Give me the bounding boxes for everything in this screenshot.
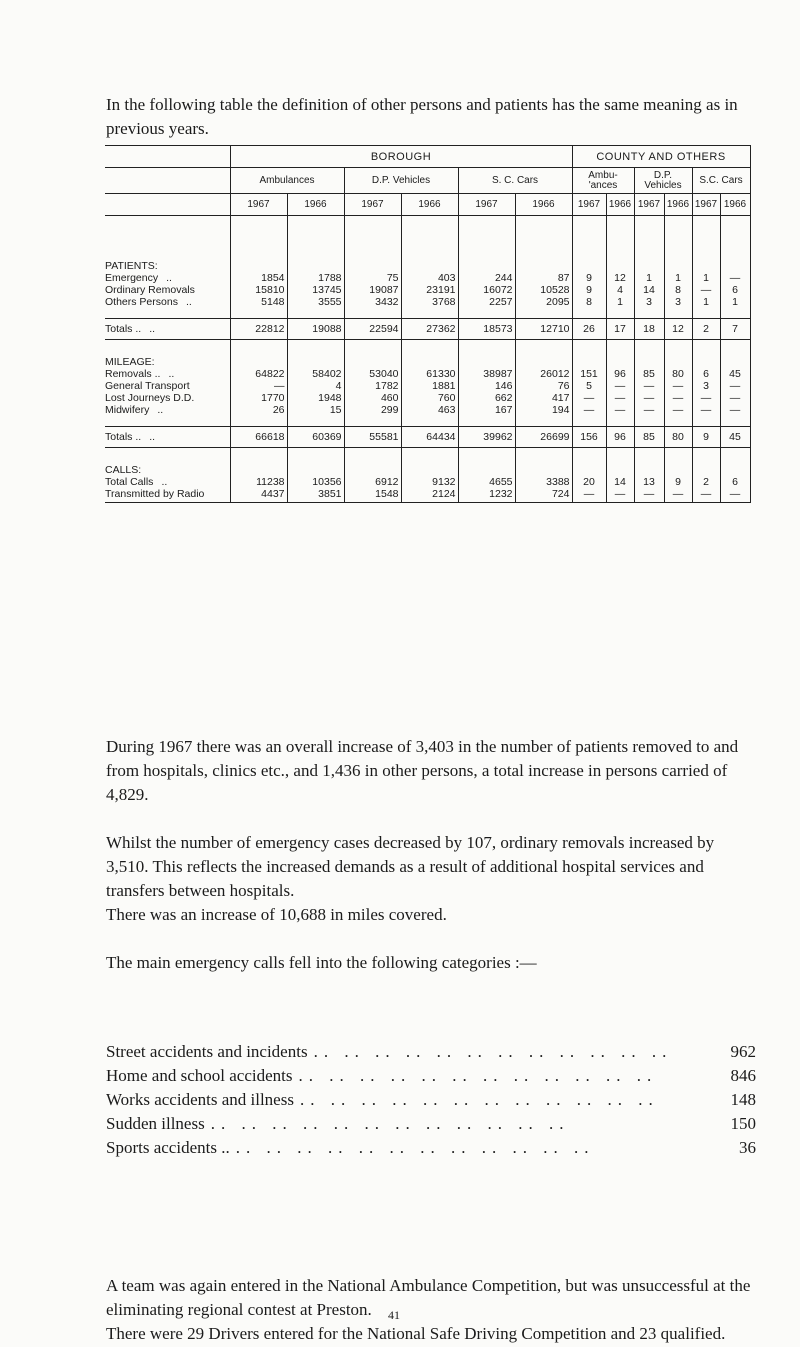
value-cell: — [634,392,664,404]
value-cell: 5 [572,380,606,392]
category-value: 148 [730,1090,756,1109]
value-cell: 61330 [401,368,458,380]
row-label [105,488,230,503]
year-header: 1966 [606,194,634,216]
value-cell: 45 [720,368,750,380]
empty-cell [572,448,606,477]
table-vehicle-header-row [105,168,750,194]
section-heading: MILEAGE: [105,340,230,369]
value-cell: 1881 [401,380,458,392]
value-cell: 1 [664,272,692,284]
value-cell: 1788 [287,272,344,284]
value-cell: 9 [572,284,606,296]
category-row [106,1040,756,1064]
totals-row [105,319,750,340]
dp-vehicles-header: D.P. Vehicles [344,168,458,194]
value-cell: — [634,404,664,427]
empty-cell [634,340,664,369]
empty-cell [606,340,634,369]
value-cell: 2257 [458,296,515,319]
year-header: 1967 [458,194,515,216]
empty-cell [401,216,458,273]
empty-cell [230,216,287,273]
empty-cell [287,216,344,273]
value-cell: — [664,380,692,392]
value-cell: 4437 [230,488,287,503]
value-cell: 1948 [287,392,344,404]
category-row [106,1088,756,1112]
value-cell: 38987 [458,368,515,380]
leader-dots: .. .. .. .. .. .. .. .. .. .. .. .. [313,1042,673,1061]
totals-value: 64434 [401,427,458,448]
value-cell: 3 [634,296,664,319]
totals-value: 85 [634,427,664,448]
table-row [105,380,750,392]
value-cell: 26 [230,404,287,427]
value-cell: 5148 [230,296,287,319]
value-cell: — [572,488,606,503]
ambulances-header: Ambulances [230,168,344,194]
row-label-text: Others Persons [105,296,178,308]
categories-intro: The main emergency calls fell into the following categories :— [106,953,537,972]
totals-label-dots: .. [149,431,156,443]
empty-cell [344,448,401,477]
table-row [105,476,750,488]
value-cell: 3555 [287,296,344,319]
value-cell: — [720,488,750,503]
value-cell: 12 [606,272,634,284]
value-cell: 460 [344,392,401,404]
empty-cell [572,340,606,369]
county-ambulances-header: Ambu- 'ances [572,168,634,194]
value-cell: 146 [458,380,515,392]
value-cell: 1232 [458,488,515,503]
value-cell: 151 [572,368,606,380]
value-cell: 1782 [344,380,401,392]
value-cell: 299 [344,404,401,427]
totals-value: 18573 [458,319,515,340]
value-cell: — [692,404,720,427]
section-heading-row [105,448,750,477]
value-cell: 64822 [230,368,287,380]
totals-value: 45 [720,427,750,448]
totals-value: 26699 [515,427,572,448]
empty-cell [664,216,692,273]
row-label-text: Emergency [105,272,159,284]
empty-cell [230,340,287,369]
table-row [105,392,750,404]
value-cell: — [230,380,287,392]
value-cell: 13745 [287,284,344,296]
empty-cell [572,216,606,273]
row-label [105,368,230,380]
category-value: 36 [739,1138,756,1157]
value-cell: 9132 [401,476,458,488]
borough-header: BOROUGH [230,146,572,168]
value-cell: 1 [692,272,720,284]
empty-cell [458,340,515,369]
totals-value: 26 [572,319,606,340]
value-cell: 2095 [515,296,572,319]
value-cell: 75 [344,272,401,284]
row-label-dots: .. [185,296,192,308]
value-cell: — [720,392,750,404]
category-value: 962 [730,1042,756,1061]
county-sc-cars-header: S.C. Cars [692,168,750,194]
empty-cell [606,216,634,273]
value-cell: 85 [634,368,664,380]
value-cell: 96 [606,368,634,380]
value-cell: — [634,380,664,392]
intro-paragraph: In the following table the definition of other persons and patients has the same meaning as in previous years. [106,95,738,138]
blank-header-cell [105,194,230,216]
empty-cell [515,340,572,369]
value-cell: 6 [720,476,750,488]
row-label-text: Lost Journeys D.D. [105,392,195,404]
value-cell: 58402 [287,368,344,380]
empty-cell [458,216,515,273]
table-row [105,404,750,427]
totals-value: 39962 [458,427,515,448]
row-label [105,476,230,488]
value-cell: 20 [572,476,606,488]
value-cell: 87 [515,272,572,284]
emergency-paragraph: Whilst the number of emergency cases decreased by 107, ordinary removals increased by 3,510. This reflects the increased demands as a result of additional hospital services and transfers between hospitals. [106,833,715,900]
value-cell: 662 [458,392,515,404]
row-label-text: Transmitted by Radio [105,488,205,500]
value-cell: 14 [634,284,664,296]
row-label-text: Removals .. [105,368,161,380]
year-header: 1967 [344,194,401,216]
value-cell: 15 [287,404,344,427]
value-cell: 23191 [401,284,458,296]
table-row [105,368,750,380]
value-cell: 3768 [401,296,458,319]
value-cell: — [606,380,634,392]
empty-cell [344,216,401,273]
value-cell: 1770 [230,392,287,404]
value-cell: 1 [692,296,720,319]
value-cell: 403 [401,272,458,284]
row-label-dots: .. [168,368,175,380]
empty-cell [692,340,720,369]
empty-cell [720,340,750,369]
totals-value: 7 [720,319,750,340]
section-heading: PATIENTS: [105,216,230,273]
totals-value: 2 [692,319,720,340]
totals-value: 19088 [287,319,344,340]
value-cell: 80 [664,368,692,380]
value-cell: 9 [664,476,692,488]
blank-header-cell [105,168,230,194]
totals-value: 12710 [515,319,572,340]
value-cell: 1854 [230,272,287,284]
table-row [105,296,750,319]
category-row [106,1064,756,1088]
value-cell: — [720,272,750,284]
category-name: Sports accidents .. [106,1138,230,1157]
empty-cell [692,448,720,477]
value-cell: 2 [692,476,720,488]
value-cell: — [606,488,634,503]
empty-cell [458,448,515,477]
empty-cell [664,340,692,369]
empty-cell [287,340,344,369]
totals-value: 22812 [230,319,287,340]
section-heading-row [105,340,750,369]
year-header: 1966 [664,194,692,216]
emergency-categories-list [106,1040,756,1160]
value-cell: 3 [692,380,720,392]
value-cell: 15810 [230,284,287,296]
year-header: 1967 [230,194,287,216]
totals-label-text: Totals .. [105,323,142,335]
row-label [105,284,230,296]
empty-cell [515,216,572,273]
empty-cell [664,448,692,477]
totals-value: 96 [606,427,634,448]
table-row [105,272,750,284]
empty-cell [401,448,458,477]
value-cell: 1 [720,296,750,319]
year-header: 1966 [720,194,750,216]
value-cell: — [634,488,664,503]
value-cell: — [572,392,606,404]
value-cell: 26012 [515,368,572,380]
year-header: 1966 [401,194,458,216]
totals-value: 17 [606,319,634,340]
value-cell: 9 [572,272,606,284]
row-label-dots: .. [161,476,168,488]
year-header: 1967 [692,194,720,216]
value-cell: — [664,404,692,427]
value-cell: 3388 [515,476,572,488]
increase-paragraph: During 1967 there was an overall increase of 3,403 in the number of patients removed to and from hospitals, clinics etc., and 1,436 in other persons, a total increase in persons carried of 4,829. [106,737,739,804]
value-cell: 463 [401,404,458,427]
totals-value: 55581 [344,427,401,448]
row-label-text: Midwifery [105,404,150,416]
value-cell: 760 [401,392,458,404]
category-row [106,1136,756,1160]
category-value: 150 [730,1114,756,1133]
totals-label [105,427,230,448]
leader-dots: .. .. .. .. .. .. .. .. .. .. .. .. [298,1066,658,1085]
row-label-text: Total Calls [105,476,154,488]
totals-value: 156 [572,427,606,448]
totals-value: 12 [664,319,692,340]
totals-value: 27362 [401,319,458,340]
county-header: COUNTY AND OTHERS [572,146,750,168]
row-label [105,404,230,427]
category-row [106,1112,756,1136]
value-cell: 14 [606,476,634,488]
row-label [105,272,230,284]
empty-cell [230,448,287,477]
competition-paragraph: A team was again entered in the National Ambulance Competition, but was unsuccessful at the eliminating regional contest at Preston. [106,1276,751,1319]
empty-cell [634,448,664,477]
value-cell: 3851 [287,488,344,503]
totals-label-text: Totals .. [105,431,142,443]
empty-cell [401,340,458,369]
category-name: Street accidents and incidents [106,1042,308,1061]
year-header: 1967 [572,194,606,216]
leader-dots: .. .. .. .. .. .. .. .. .. .. .. .. [299,1090,659,1109]
row-label [105,392,230,404]
table-year-header-row [105,194,750,216]
value-cell: — [606,404,634,427]
value-cell: 8 [664,284,692,296]
value-cell: 1 [634,272,664,284]
value-cell: — [664,488,692,503]
empty-cell [287,448,344,477]
value-cell: 6912 [344,476,401,488]
empty-cell [634,216,664,273]
table-group-header-row [105,146,750,168]
value-cell: — [720,404,750,427]
safe-driving-paragraph: There were 29 Drivers entered for the National Safe Driving Competition and 23 qualified. [106,1324,726,1343]
totals-label-dots: .. [149,323,156,335]
row-label [105,380,230,392]
empty-cell [606,448,634,477]
value-cell: — [606,392,634,404]
value-cell: 194 [515,404,572,427]
row-label-dots: .. [166,272,172,284]
category-name: Sudden illness [106,1114,205,1133]
year-header: 1966 [515,194,572,216]
value-cell: 167 [458,404,515,427]
totals-label [105,319,230,340]
totals-value: 18 [634,319,664,340]
table-row [105,284,750,296]
totals-row [105,427,750,448]
page-number: 41 [388,1308,400,1322]
blank-header-cell [105,146,230,168]
section-heading-row [105,216,750,273]
value-cell: 2124 [401,488,458,503]
row-label-dots: .. [157,404,164,416]
county-dp-vehicles-header: D.P. Vehicles [634,168,692,194]
value-cell: 10356 [287,476,344,488]
empty-cell [720,216,750,273]
value-cell: 4 [287,380,344,392]
value-cell: — [572,404,606,427]
value-cell: 11238 [230,476,287,488]
value-cell: 3 [664,296,692,319]
value-cell: 4 [606,284,634,296]
totals-value: 9 [692,427,720,448]
value-cell: 244 [458,272,515,284]
category-name: Home and school accidents [106,1066,293,1085]
row-label-text: Ordinary Removals [105,284,195,296]
category-value: 846 [730,1066,756,1085]
value-cell: 19087 [344,284,401,296]
leader-dots: .. .. .. .. .. .. .. .. .. .. .. .. [210,1114,570,1133]
value-cell: 13 [634,476,664,488]
totals-value: 22594 [344,319,401,340]
leader-dots: .. .. .. .. .. .. .. .. .. .. .. .. [235,1138,595,1157]
value-cell: 16072 [458,284,515,296]
value-cell: 8 [572,296,606,319]
value-cell: 53040 [344,368,401,380]
value-cell: 3432 [344,296,401,319]
totals-value: 66618 [230,427,287,448]
value-cell: — [692,488,720,503]
sc-cars-header: S. C. Cars [458,168,572,194]
year-header: 1966 [287,194,344,216]
value-cell: 10528 [515,284,572,296]
totals-value: 60369 [287,427,344,448]
row-label [105,296,230,319]
miles-paragraph: There was an increase of 10,688 in miles covered. [106,905,447,924]
year-header: 1967 [634,194,664,216]
ambulance-statistics-table [105,145,751,503]
empty-cell [515,448,572,477]
section-heading: CALLS: [105,448,230,477]
value-cell: 4655 [458,476,515,488]
value-cell: 76 [515,380,572,392]
value-cell: 417 [515,392,572,404]
value-cell: 1 [606,296,634,319]
totals-value: 80 [664,427,692,448]
value-cell: — [692,392,720,404]
table-row [105,488,750,503]
value-cell: — [720,380,750,392]
value-cell: 6 [720,284,750,296]
value-cell: — [692,284,720,296]
empty-cell [344,340,401,369]
value-cell: — [664,392,692,404]
category-name: Works accidents and illness [106,1090,294,1109]
row-label-text: General Transport [105,380,190,392]
value-cell: 1548 [344,488,401,503]
empty-cell [692,216,720,273]
value-cell: 724 [515,488,572,503]
value-cell: 6 [692,368,720,380]
empty-cell [720,448,750,477]
